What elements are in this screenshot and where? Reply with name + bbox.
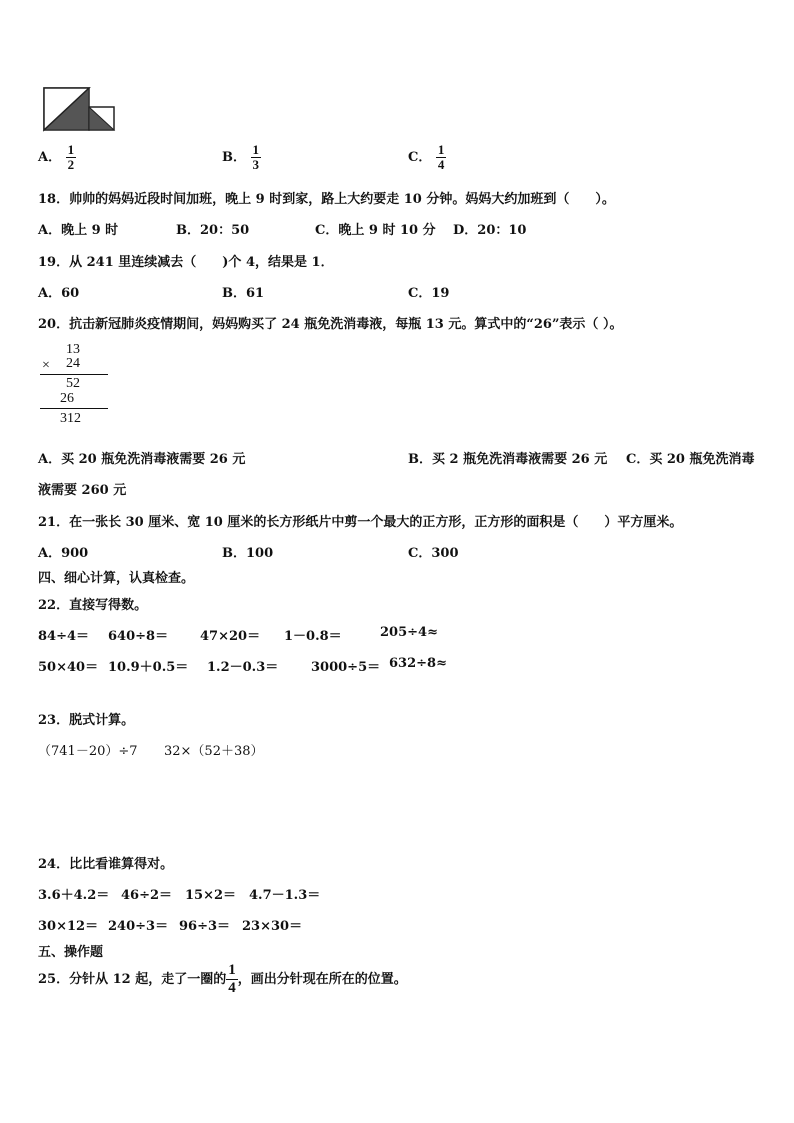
q22-r2-c3: 1.2－0.3＝	[207, 660, 279, 675]
q22-r2-c1: 50×40＝	[38, 660, 99, 675]
denominator: 3	[252, 157, 260, 172]
q19-option-c[interactable]: C．19	[408, 286, 450, 301]
option-label: C．	[408, 150, 432, 165]
q24-r2-c2: 240÷3＝	[108, 919, 169, 934]
rule-line	[40, 374, 108, 375]
q24-r1-c4: 4.7－1.3＝	[249, 888, 321, 903]
q24-r2-c1: 30×12＝	[38, 919, 99, 934]
product-result: 312	[60, 411, 81, 426]
q18-option-c[interactable]: C．晚上 9 时 10 分	[315, 223, 436, 238]
q17-option-a[interactable]	[38, 143, 76, 172]
q22-r2-c2: 10.9＋0.5＝	[108, 660, 189, 675]
fraction	[66, 143, 77, 172]
q24-r2-c3: 96÷3＝	[179, 919, 231, 934]
q20-option-c-continued: 液需要 260 元	[38, 483, 127, 498]
q22-r2-c5: 632÷8≈	[389, 656, 447, 671]
q19-stem: 19．从 241 里连续减去（ )个 4，结果是 1．	[38, 255, 334, 270]
q23-stem: 23．脱式计算。	[38, 713, 135, 728]
q17-option-c[interactable]	[408, 143, 446, 172]
fraction	[226, 962, 238, 997]
rule-line	[40, 408, 108, 409]
q25-text-after: ，画出分针现在所在的位置。	[237, 972, 407, 987]
q22-r1-c1: 84÷4＝	[38, 629, 90, 644]
numerator: 1	[437, 142, 445, 157]
partial-product-1: 52	[66, 376, 80, 391]
q23-item-1: （741－20）÷7	[38, 744, 138, 759]
q19-option-a[interactable]: A．60	[38, 286, 80, 301]
section-heading-5: 五、操作题	[38, 945, 104, 960]
q21-option-c[interactable]: C．300	[408, 546, 459, 561]
q20-option-a[interactable]: A．买 20 瓶免洗消毒液需要 26 元	[38, 452, 246, 467]
times-sign: ×	[42, 358, 50, 373]
q19-option-b[interactable]: B．61	[222, 286, 265, 301]
q21-option-b[interactable]: B．100	[222, 546, 274, 561]
numerator: 1	[252, 142, 260, 157]
q18-stem: 18．帅帅的妈妈近段时间加班，晚上 9 时到家，路上大约要走 10 分钟。妈妈大约加班到（ ）。	[38, 192, 615, 207]
q18-option-a[interactable]: A．晚上 9 时	[38, 223, 119, 238]
multiplier: 24	[66, 356, 80, 371]
q24-stem: 24．比比看谁算得对。	[38, 857, 174, 872]
q22-r1-c5: 205÷4≈	[380, 625, 438, 640]
partial-product-2: 26	[60, 391, 74, 406]
q22-stem: 22．直接写得数。	[38, 598, 148, 613]
q18-option-b[interactable]: B．20：50	[176, 223, 250, 238]
vertical-multiplication	[38, 342, 110, 432]
q20-option-c[interactable]: C．买 20 瓶免洗消毒	[626, 452, 755, 467]
q22-r1-c3: 47×20＝	[200, 629, 261, 644]
fraction	[251, 143, 262, 172]
triangle-figure	[42, 86, 118, 132]
q21-option-a[interactable]: A．900	[38, 546, 89, 561]
q21-stem: 21．在一张长 30 厘米、宽 10 厘米的长方形纸片中剪一个最大的正方形，正方形的面积是（ ）平方厘米。	[38, 515, 683, 530]
q22-r1-c2: 640÷8＝	[108, 629, 169, 644]
q24-r2-c4: 23×30＝	[242, 919, 303, 934]
denominator: 4	[228, 980, 236, 996]
numerator: 1	[228, 962, 236, 978]
numerator: 1	[67, 142, 75, 157]
option-label: B．	[222, 150, 246, 165]
q22-r1-c4: 1－0.8＝	[284, 629, 342, 644]
q17-option-b[interactable]	[222, 143, 261, 172]
q23-item-2: 32×（52＋38）	[164, 744, 264, 759]
fraction	[436, 143, 447, 172]
q25-stem	[38, 962, 407, 997]
q22-r2-c4: 3000÷5＝	[311, 660, 381, 675]
q25-text-before: 25．分针从 12 起，走了一圈的	[38, 972, 227, 987]
q18-option-d[interactable]: D．20：10	[453, 223, 527, 238]
q24-r1-c2: 46÷2＝	[121, 888, 173, 903]
q24-r1-c1: 3.6＋4.2＝	[38, 888, 110, 903]
q20-stem: 20．抗击新冠肺炎疫情期间，妈妈购买了 24 瓶免洗消毒液，每瓶 13 元。算式中的“26”表示（ ）。	[38, 317, 623, 332]
multiplicand: 13	[66, 342, 80, 357]
denominator: 2	[67, 157, 75, 172]
q24-r1-c3: 15×2＝	[185, 888, 237, 903]
option-label: A．	[38, 150, 62, 165]
q20-option-b[interactable]: B．买 2 瓶免洗消毒液需要 26 元	[408, 452, 608, 467]
section-heading-4: 四、细心计算，认真检查。	[38, 571, 195, 586]
denominator: 4	[437, 157, 445, 172]
